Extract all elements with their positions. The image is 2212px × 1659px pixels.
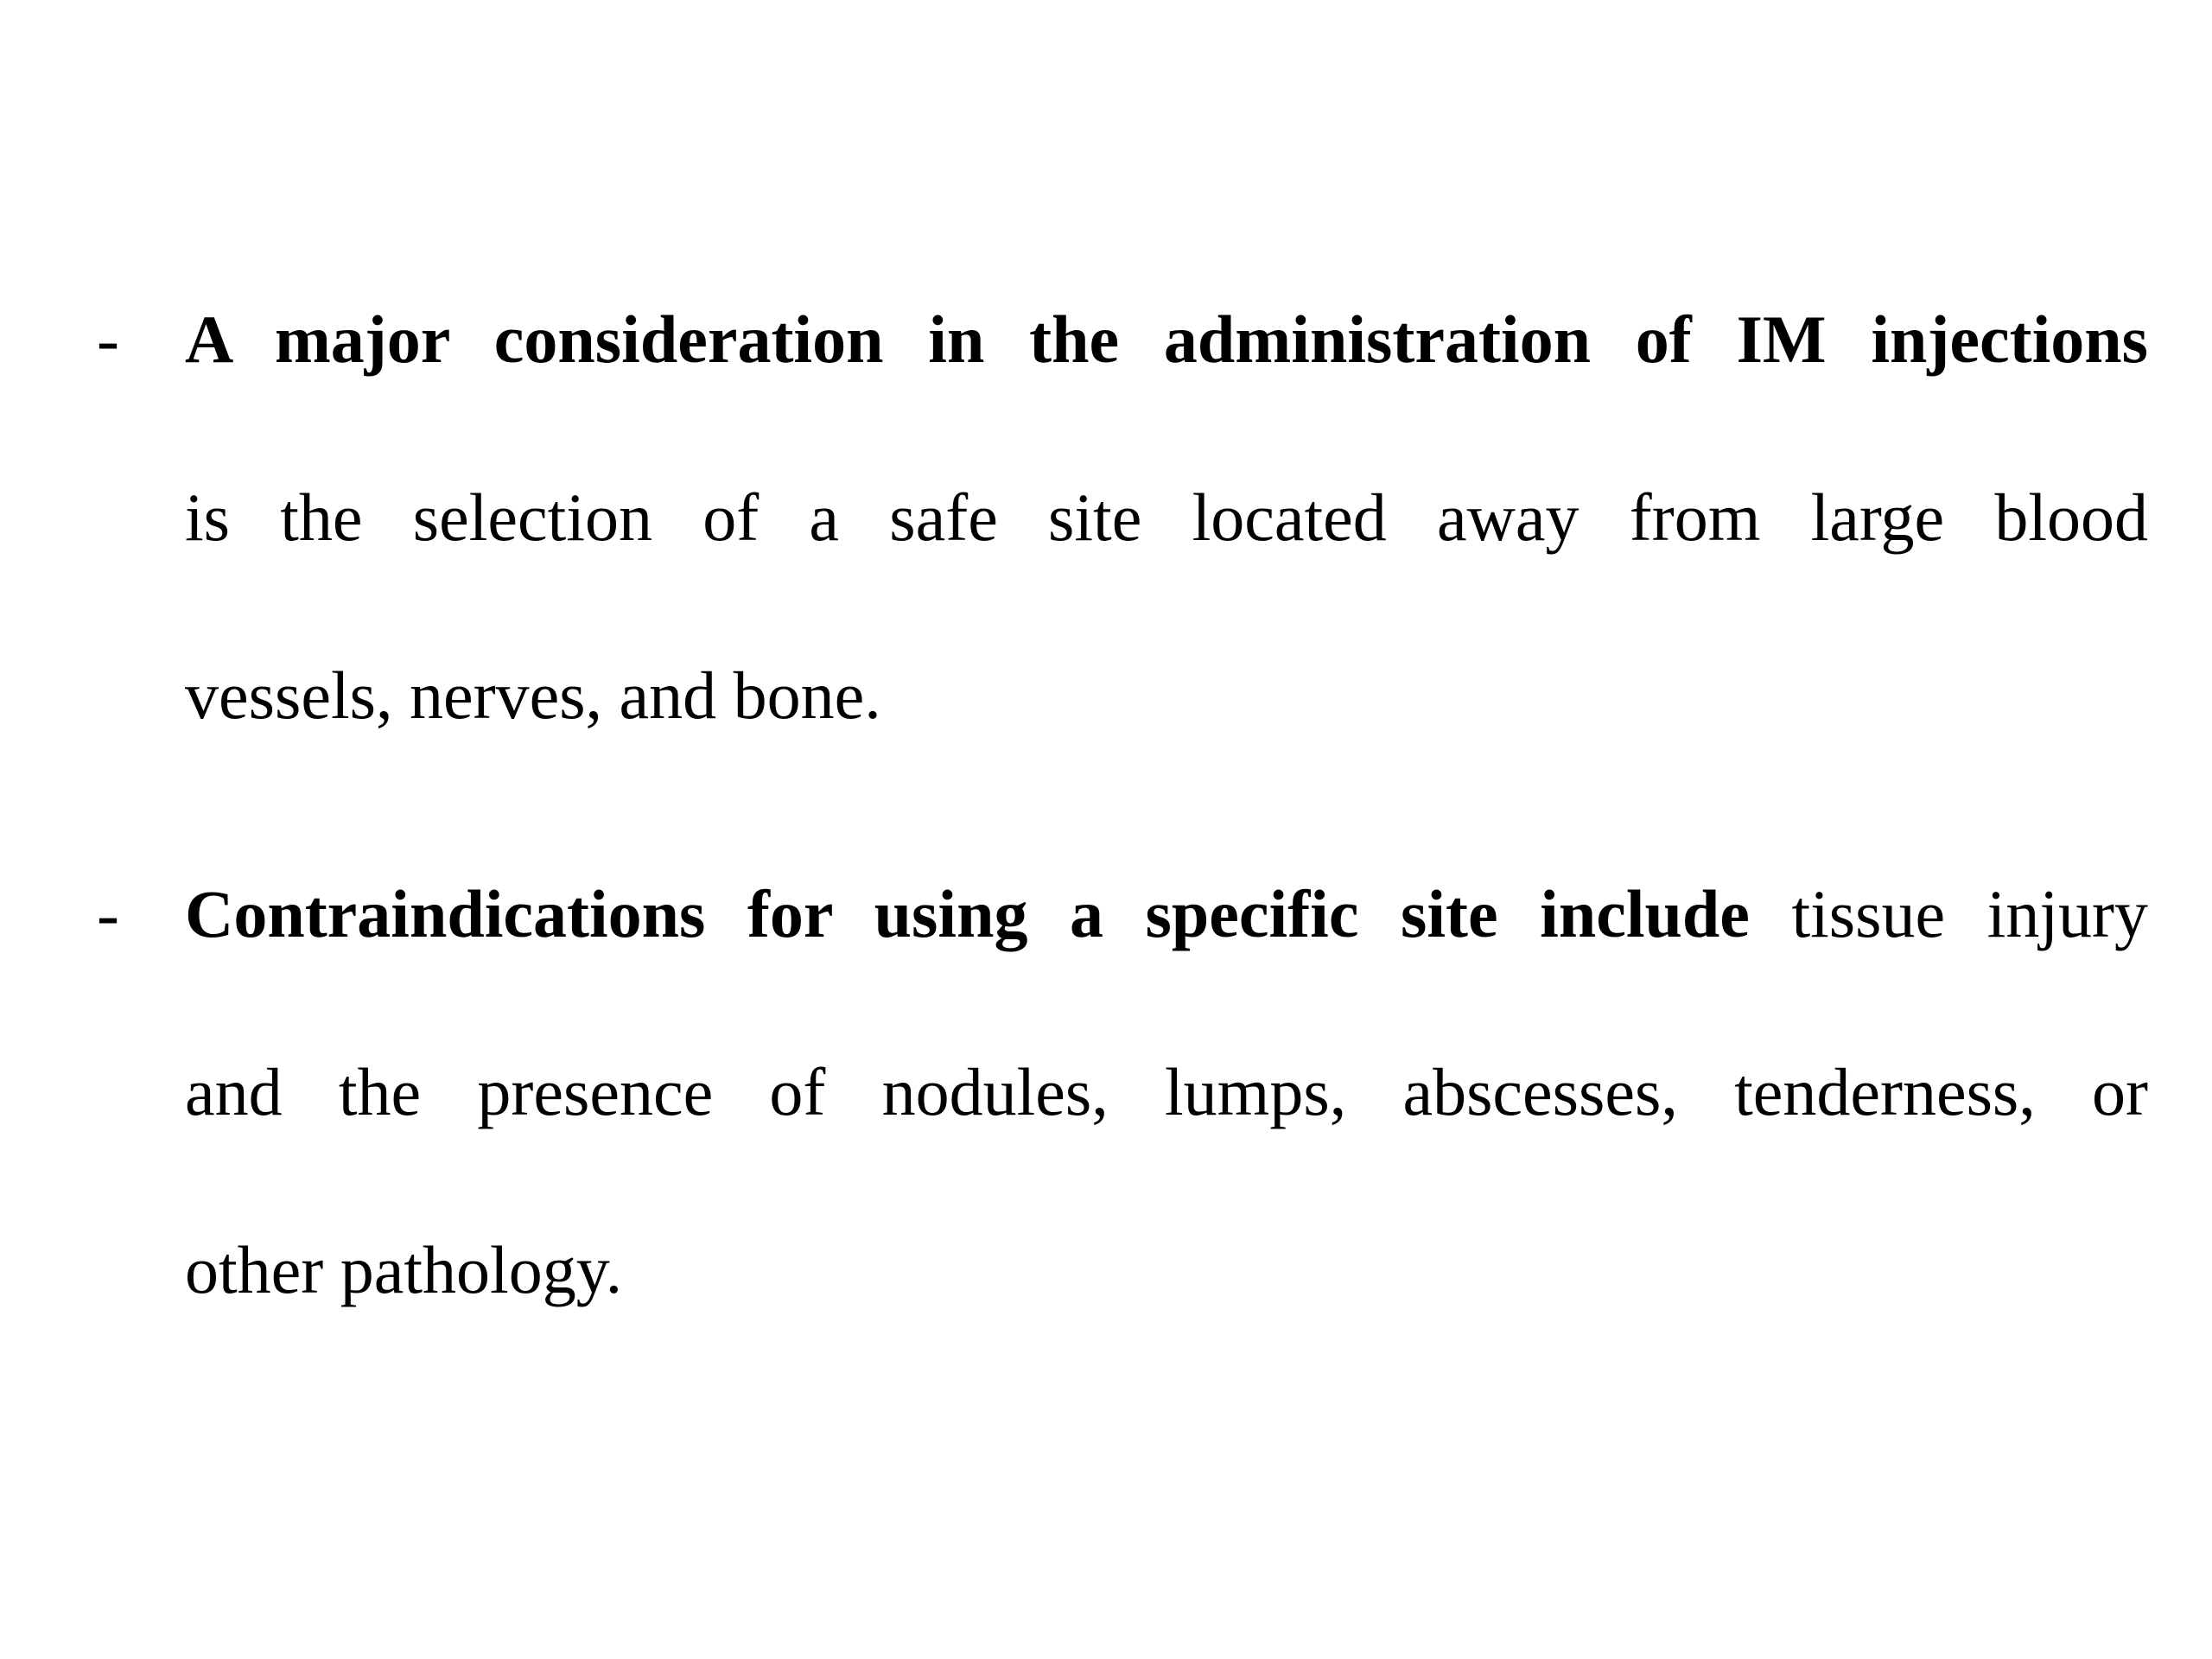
paragraph-line [185, 607, 2148, 785]
normal-text: vessels, nerves, and bone. [185, 658, 881, 733]
paragraph-line [185, 251, 2148, 429]
bold-text: A major consideration in the administration of IM injections [185, 302, 2148, 377]
bullet-paragraph [185, 251, 2148, 785]
normal-text: tissue injury [1749, 876, 2148, 951]
paragraph-line [185, 1003, 2148, 1181]
bullet-dash: - [97, 302, 119, 377]
normal-text: is the selection of a safe site located away from large blood [185, 480, 2148, 555]
normal-text: other pathology. [185, 1232, 623, 1307]
paragraph-line [185, 1181, 2148, 1359]
paragraph-line [185, 825, 2148, 1003]
bold-text: Contraindications for using a specific site include [185, 876, 1750, 951]
bullet-dash: - [97, 876, 119, 951]
normal-text: and the presence of nodules, lumps, abscesses, tenderness, or [185, 1054, 2148, 1129]
bullet-paragraph [185, 825, 2148, 1359]
paragraph-line [185, 429, 2148, 607]
